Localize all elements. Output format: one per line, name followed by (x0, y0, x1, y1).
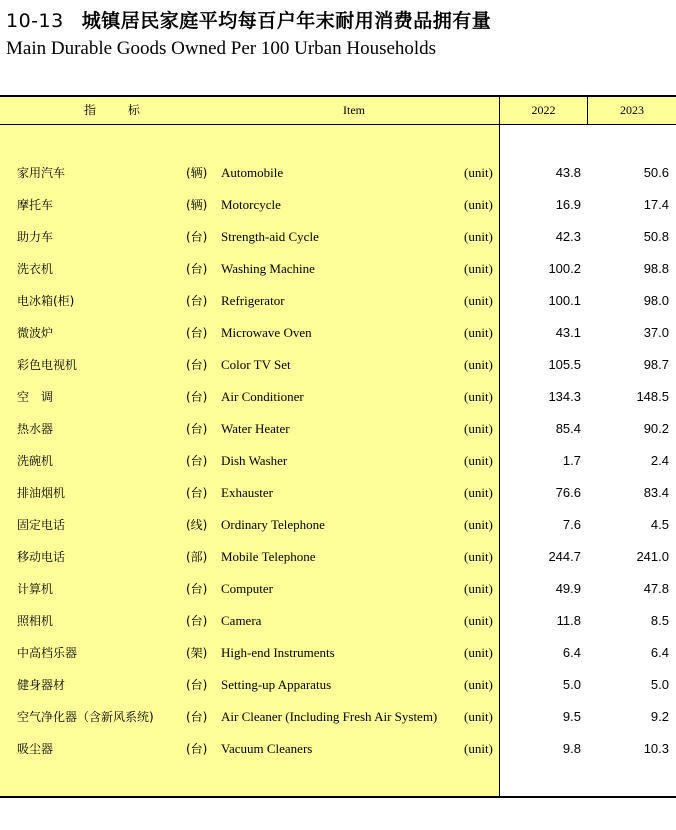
header-year-2023: 2023 (620, 103, 644, 117)
row-name-en: High-end Instruments (221, 645, 335, 660)
row-name-en: Mobile Telephone (221, 549, 316, 564)
row-name-en: Motorcycle (221, 197, 281, 212)
row-value-2023: 83.4 (643, 485, 669, 500)
row-value-2023: 148.5 (636, 389, 669, 404)
row-unit-en: (unit) (464, 261, 493, 276)
row-unit-en: (unit) (464, 613, 493, 628)
row-unit-cn: (台) (186, 422, 208, 436)
row-unit-en: (unit) (464, 581, 493, 596)
row-unit-cn: (台) (186, 582, 208, 596)
row-name-en: Dish Washer (221, 453, 288, 468)
row-name-cn: 家用汽车 (17, 166, 66, 180)
row-value-2022: 49.9 (555, 581, 581, 596)
row-name-en: Color TV Set (221, 357, 291, 372)
row-value-2022: 134.3 (548, 389, 581, 404)
row-value-2022: 85.4 (555, 421, 581, 436)
row-unit-en: (unit) (464, 165, 493, 180)
row-value-2023: 6.4 (650, 645, 669, 660)
row-value-2022: 11.8 (556, 613, 581, 628)
row-value-2023: 9.2 (650, 709, 669, 724)
row-value-2023: 50.6 (643, 165, 669, 180)
row-name-cn: 中高档乐器 (17, 646, 78, 660)
row-name-en: Washing Machine (221, 261, 315, 276)
row-unit-en: (unit) (464, 389, 493, 404)
row-name-en: Computer (221, 581, 273, 596)
row-name-en: Air Conditioner (221, 389, 304, 404)
row-value-2022: 100.1 (548, 293, 581, 308)
row-unit-cn: (台) (186, 678, 208, 692)
row-unit-en: (unit) (464, 453, 493, 468)
row-name-en: Setting-up Apparatus (221, 677, 332, 692)
row-unit-en: (unit) (464, 325, 493, 340)
row-value-2022: 43.8 (555, 165, 581, 180)
row-name-en: Refrigerator (221, 293, 285, 308)
row-unit-en: (unit) (464, 229, 493, 244)
row-unit-cn: (台) (186, 710, 208, 724)
row-unit-cn: (线) (186, 518, 208, 532)
table-row (0, 321, 676, 353)
row-unit-cn: (台) (186, 454, 208, 468)
row-name-en: Microwave Oven (221, 325, 312, 340)
table-number: 10-13 (6, 10, 64, 32)
row-value-2022: 6.4 (562, 645, 581, 660)
header-rule (0, 124, 676, 125)
row-unit-en: (unit) (464, 549, 493, 564)
row-value-2022: 7.6 (562, 517, 581, 532)
table-row (0, 257, 676, 289)
row-value-2022: 5.0 (562, 677, 581, 692)
table-row (0, 481, 676, 513)
row-name-cn: 排油烟机 (17, 486, 66, 500)
row-value-2023: 4.5 (650, 517, 669, 532)
row-value-2023: 98.8 (643, 261, 669, 276)
table-title-cn-text: 城镇居民家庭平均每百户年末耐用消费品拥有量 (81, 10, 492, 32)
row-unit-cn: (台) (186, 486, 208, 500)
row-value-2022: 16.9 (555, 197, 581, 212)
row-name-cn: 助力车 (17, 230, 54, 244)
table-row (0, 609, 676, 641)
row-name-cn: 微波炉 (17, 326, 54, 340)
row-unit-cn: (台) (186, 326, 208, 340)
row-value-2022: 9.5 (562, 709, 581, 724)
table-row (0, 449, 676, 481)
row-name-cn: 摩托车 (17, 198, 54, 212)
row-name-cn: 空气净化器（含新风系统) (17, 710, 154, 724)
row-unit-cn: (台) (186, 294, 208, 308)
table-row (0, 513, 676, 545)
row-name-en: Automobile (221, 165, 284, 180)
row-unit-cn: (辆) (186, 198, 208, 212)
row-name-en: Air Cleaner (Including Fresh Air System) (221, 709, 438, 724)
row-name-cn: 彩色电视机 (17, 358, 78, 372)
row-unit-en: (unit) (464, 421, 493, 436)
table-row (0, 545, 676, 577)
row-name-en: Strength-aid Cycle (221, 229, 319, 244)
row-unit-en: (unit) (464, 197, 493, 212)
row-value-2023: 8.5 (650, 613, 669, 628)
row-value-2022: 9.8 (562, 741, 581, 756)
table-row (0, 353, 676, 385)
row-unit-cn: (架) (186, 646, 208, 660)
table-row (0, 705, 676, 737)
row-value-2022: 1.7 (562, 453, 581, 468)
row-value-2023: 47.8 (643, 581, 669, 596)
table-title-cn (6, 6, 491, 33)
table-row (0, 385, 676, 417)
row-value-2022: 76.6 (555, 485, 581, 500)
header-indicator-cn: 指 标 (84, 103, 154, 117)
row-name-en: Exhauster (221, 485, 273, 500)
row-name-cn: 洗碗机 (17, 454, 54, 468)
row-value-2023: 17.4 (643, 197, 669, 212)
table-row (0, 641, 676, 673)
data-table (0, 95, 676, 798)
row-unit-en: (unit) (464, 709, 493, 724)
row-name-cn: 照相机 (17, 614, 54, 628)
row-name-cn: 健身器材 (17, 678, 66, 692)
row-unit-en: (unit) (464, 485, 493, 500)
row-unit-cn: (台) (186, 390, 208, 404)
row-value-2023: 98.0 (643, 293, 669, 308)
row-unit-en: (unit) (464, 517, 493, 532)
row-name-cn: 热水器 (17, 422, 54, 436)
row-unit-en: (unit) (464, 677, 493, 692)
row-name-cn: 空 调 (17, 390, 54, 404)
row-value-2022: 105.5 (548, 357, 581, 372)
row-name-cn: 洗衣机 (17, 262, 54, 276)
row-name-cn: 吸尘器 (17, 742, 54, 756)
table-row (0, 289, 676, 321)
row-value-2022: 100.2 (548, 261, 581, 276)
row-unit-cn: (台) (186, 262, 208, 276)
row-name-en: Vacuum Cleaners (221, 741, 313, 756)
row-value-2023: 10.3 (643, 741, 669, 756)
row-value-2023: 2.4 (650, 453, 669, 468)
row-name-en: Camera (221, 613, 262, 628)
row-unit-en: (unit) (464, 741, 493, 756)
row-name-en: Water Heater (221, 421, 290, 436)
row-unit-cn: (辆) (186, 166, 208, 180)
row-value-2022: 244.7 (548, 549, 581, 564)
row-unit-cn: (台) (186, 358, 208, 372)
table-row (0, 577, 676, 609)
header-year-2022: 2022 (531, 103, 556, 117)
header-stub-background (0, 97, 499, 124)
table-row (0, 193, 676, 225)
table-body (0, 161, 676, 769)
table-row (0, 225, 676, 257)
table-row (0, 737, 676, 769)
row-unit-cn: (部) (186, 550, 208, 564)
row-unit-en: (unit) (464, 645, 493, 660)
row-value-2023: 37.0 (643, 325, 669, 340)
row-value-2023: 98.7 (643, 357, 669, 372)
bottom-rule (0, 796, 676, 798)
row-name-cn: 计算机 (17, 582, 54, 596)
row-value-2023: 241.0 (636, 549, 669, 564)
row-value-2022: 43.1 (555, 325, 581, 340)
row-name-cn: 电冰箱(柜) (17, 294, 75, 308)
row-unit-en: (unit) (464, 357, 493, 372)
row-unit-cn: (台) (186, 614, 208, 628)
row-name-cn: 固定电话 (17, 518, 66, 532)
row-unit-cn: (台) (186, 742, 208, 756)
row-value-2023: 90.2 (643, 421, 669, 436)
row-name-en: Ordinary Telephone (221, 517, 325, 532)
table-title-en: Main Durable Goods Owned Per 100 Urban Households (6, 38, 437, 59)
row-value-2022: 42.3 (555, 229, 581, 244)
row-name-cn: 移动电话 (17, 550, 66, 564)
row-value-2023: 50.8 (643, 229, 669, 244)
table-row (0, 673, 676, 705)
header-item-en: Item (343, 103, 365, 117)
row-value-2023: 5.0 (650, 677, 669, 692)
table-row (0, 417, 676, 449)
row-unit-en: (unit) (464, 293, 493, 308)
table-row (0, 161, 676, 193)
row-unit-cn: (台) (186, 230, 208, 244)
